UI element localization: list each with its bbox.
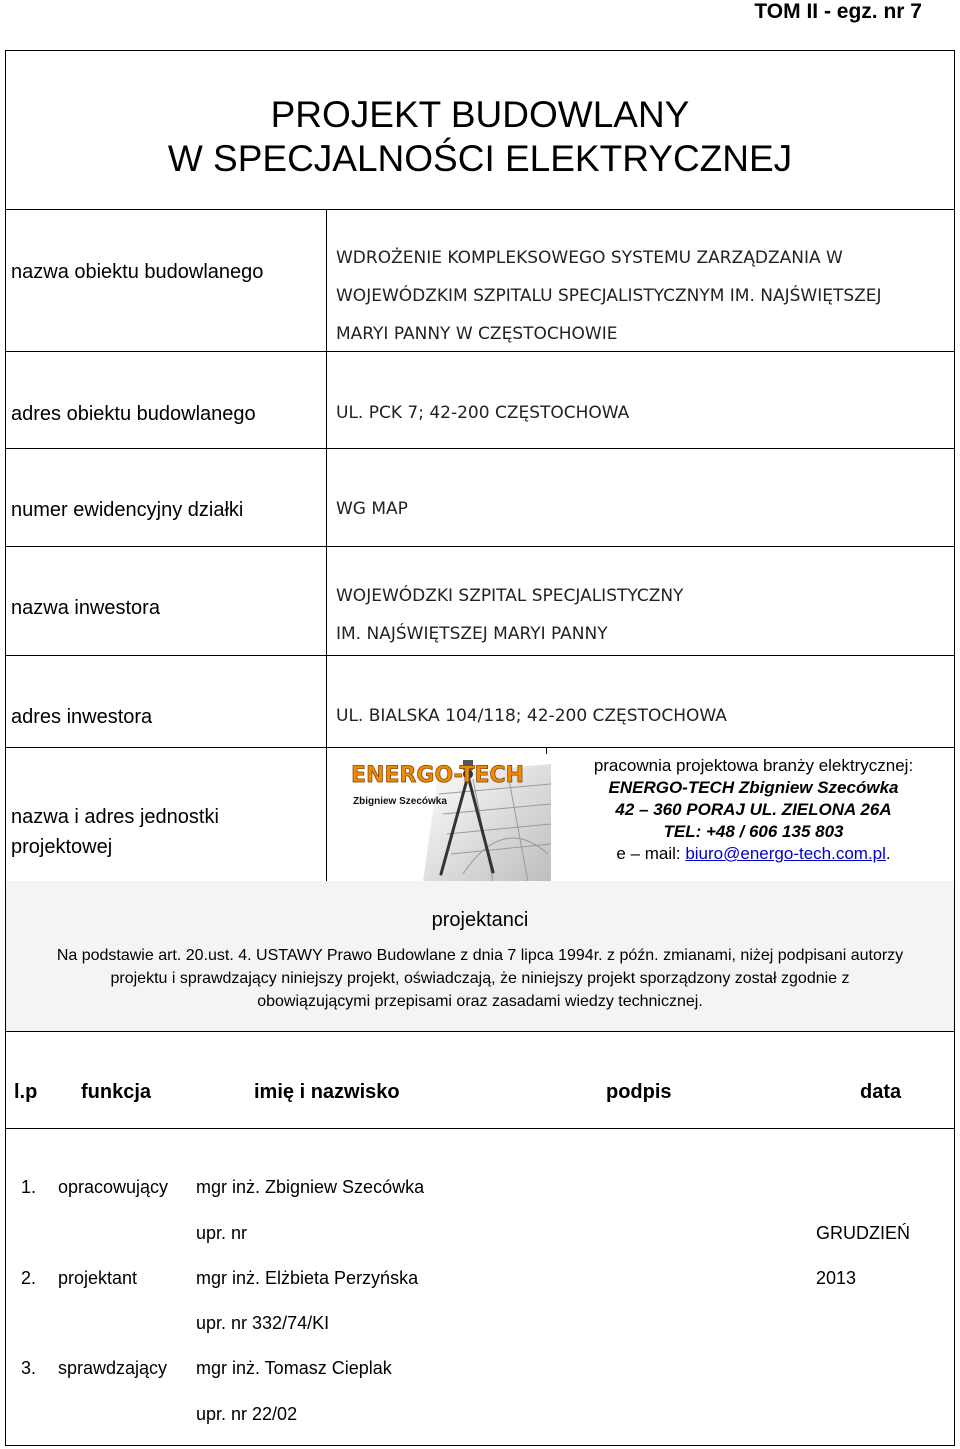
object-address-value: UL. PCK 7; 42-200 CZĘSTOCHOWA: [336, 403, 630, 423]
object-name-value: WDROŻENIE KOMPLEKSOWEGO SYSTEMU ZARZĄDZANIA W WOJEWÓDZKIM SZPITALU SPECJALISTYCZNYM IM. NAJŚWIĘTSZEJ MARYI PANNY W CZĘSTOCHOWIE: [336, 248, 882, 344]
row-2-function: projektant: [58, 1268, 138, 1288]
title-line-1: PROJEKT BUDOWLANY: [270, 94, 690, 135]
divider: [6, 448, 954, 449]
plot-number-value: WG MAP: [336, 499, 408, 519]
plot-number-label: numer ewidencyjny działki: [11, 499, 244, 521]
divider: [6, 747, 954, 748]
divider: [6, 1128, 954, 1129]
divider: [6, 546, 954, 547]
design-unit-type: pracownia projektowa branży elektrycznej:: [593, 756, 914, 775]
object-name-label: nazwa obiektu budowlanego: [11, 261, 264, 283]
date-year: 2013: [816, 1268, 857, 1288]
object-address-label: adres obiektu budowlanego: [11, 403, 256, 425]
logo-brand-text: ENERGO-TECH: [351, 763, 525, 788]
design-unit-email-line: e – mail: biuro@energo-tech.com.pl.: [616, 844, 891, 863]
design-unit-phone: TEL: +48 / 606 135 803: [663, 822, 844, 841]
energo-tech-logo: [343, 754, 551, 882]
design-unit-label: nazwa i adres jednostki projektowej: [11, 806, 219, 858]
investor-name-value: WOJEWÓDZKI SZPITAL SPECJALISTYCZNY IM. NAJŚWIĘTSZEJ MARYI PANNY: [336, 586, 684, 644]
email-link[interactable]: biuro@energo-tech.com.pl: [685, 844, 886, 863]
row-1-lp: 1.: [21, 1177, 37, 1197]
document-frame: [5, 50, 955, 1446]
row-1-license: upr. nr: [196, 1223, 248, 1243]
col-header-date: data: [860, 1081, 902, 1103]
designers-section: [6, 881, 954, 1032]
divider: [6, 209, 954, 210]
row-3-function: sprawdzający: [58, 1358, 168, 1378]
title-line-2: W SPECJALNOŚCI ELEKTRYCZNEJ: [167, 138, 793, 179]
volume-number: TOM II - egz. nr 7: [754, 0, 922, 23]
designers-heading: projektanci: [431, 909, 529, 931]
investor-name-label: nazwa inwestora: [11, 597, 160, 619]
logo-graphic: [343, 754, 551, 882]
row-2-name: mgr inż. Elżbieta Perzyńska: [196, 1268, 419, 1288]
col-header-lp: l.p: [14, 1081, 38, 1103]
col-header-name: imię i nazwisko: [254, 1081, 400, 1103]
row-3-license: upr. nr 22/02: [196, 1404, 298, 1424]
divider: [6, 655, 954, 656]
investor-address-label: adres inwestora: [11, 706, 153, 728]
design-unit-address: 42 – 360 PORAJ UL. ZIELONA 26A: [615, 800, 892, 819]
document-title: [6, 93, 954, 181]
col-header-signature: podpis: [606, 1081, 672, 1103]
row-1-function: opracowujący: [58, 1177, 169, 1197]
design-unit-company: ENERGO-TECH Zbigniew Szecówka: [608, 778, 899, 797]
row-1-name: mgr inż. Zbigniew Szecówka: [196, 1177, 425, 1197]
designers-statement: Na podstawie art. 20.ust. 4. USTAWY Prawo Budowlane z dnia 7 lipca 1994r. z późn. zmianami, niżej podpisani autorzy projektu i sprawdzający niniejszy projekt, oświadczają, że niniejszy projekt sporządzony został zgodnie z obowiązującymi przepisami oraz zasadami wiedzy technicznej.: [56, 947, 904, 1010]
row-2-lp: 2.: [21, 1268, 37, 1288]
column-divider: [326, 209, 327, 881]
row-3-lp: 3.: [21, 1358, 37, 1378]
row-3-name: mgr inż. Tomasz Cieplak: [196, 1358, 392, 1378]
col-header-function: funkcja: [81, 1081, 152, 1103]
design-unit-details: [556, 755, 951, 865]
logo-owner-text: Zbigniew Szecówka: [353, 796, 447, 807]
investor-address-value: UL. BIALSKA 104/118; 42-200 CZĘSTOCHOWA: [336, 706, 727, 726]
date-month: GRUDZIEŃ: [816, 1223, 910, 1243]
row-2-license: upr. nr 332/74/KI: [196, 1313, 330, 1333]
